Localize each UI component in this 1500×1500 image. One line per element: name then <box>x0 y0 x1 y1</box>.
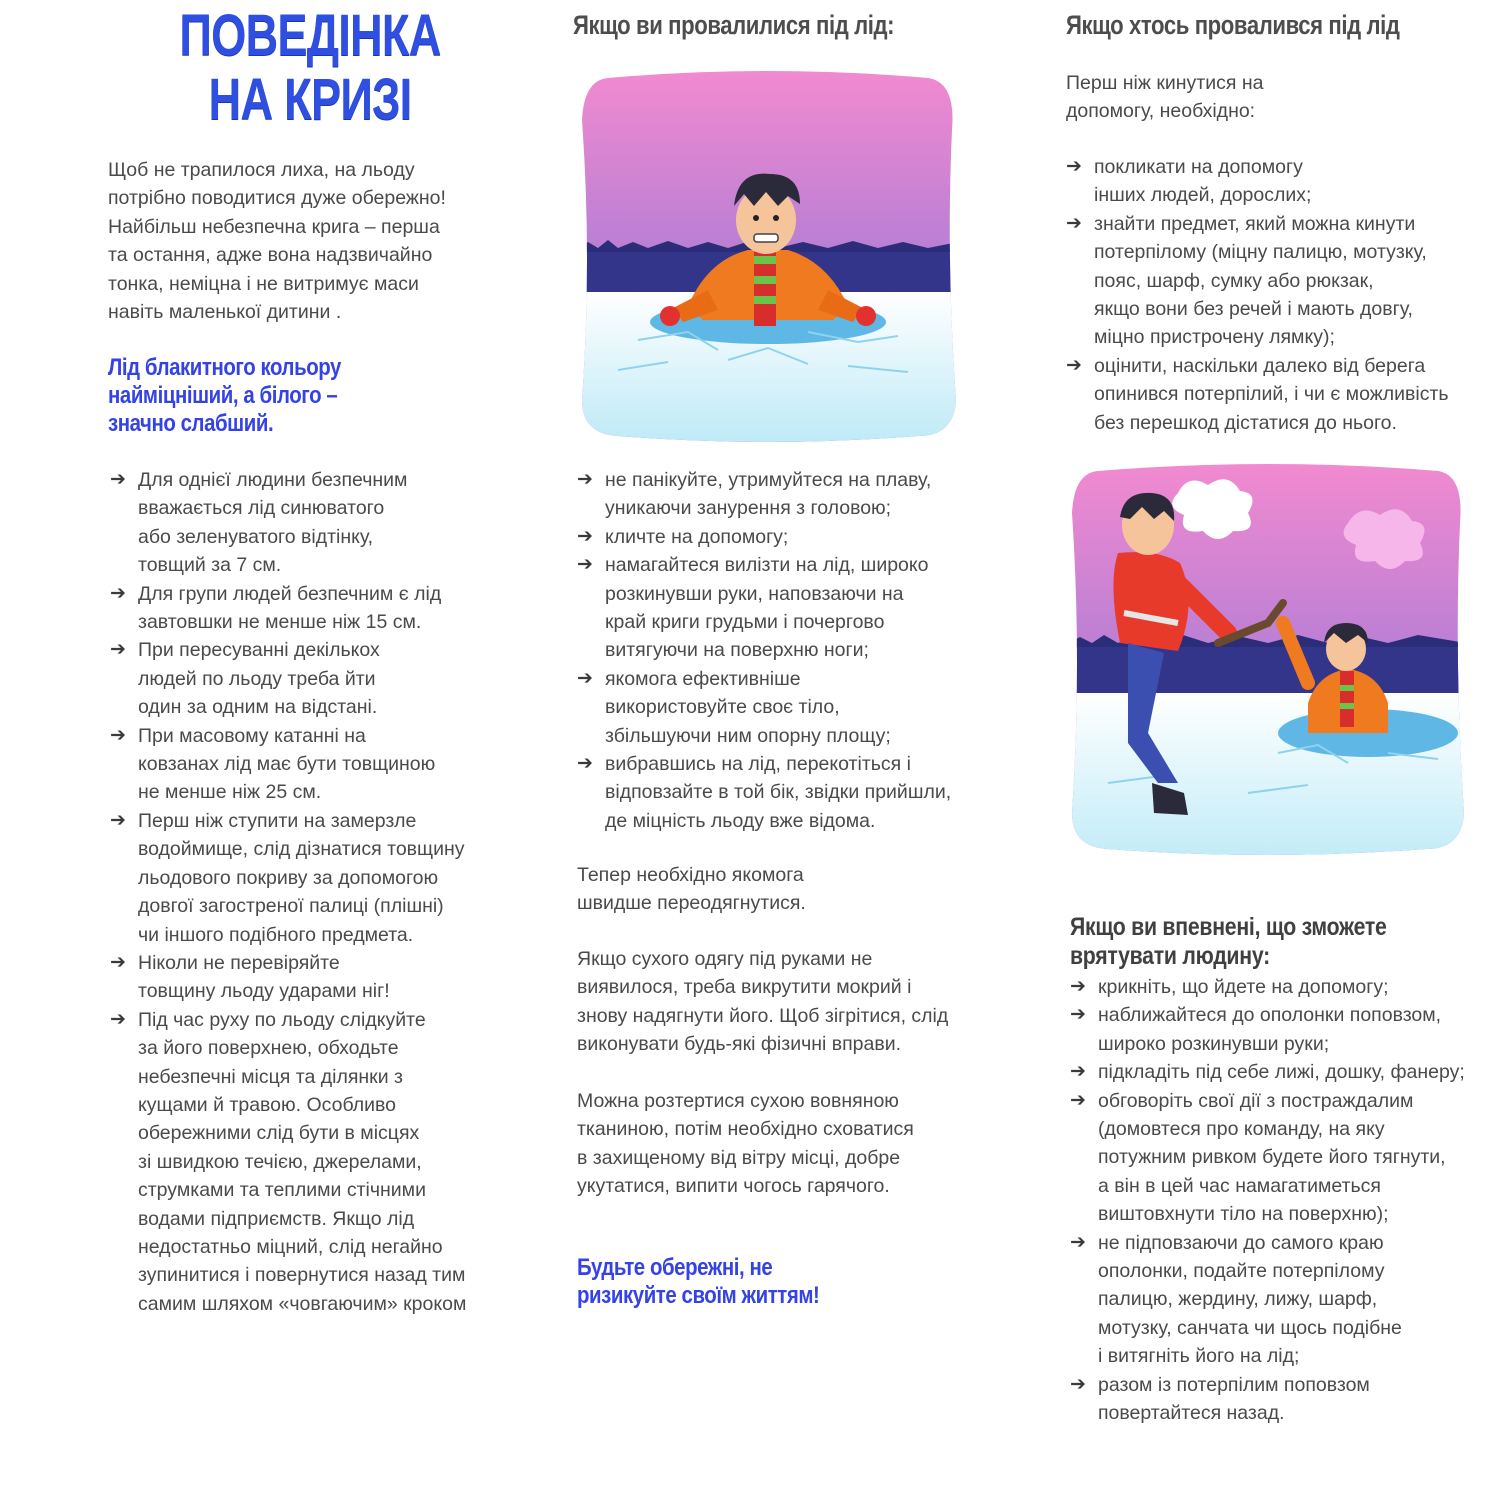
arrow-icon: ➔ <box>110 1008 126 1030</box>
change-clothes-paragraph: Тепер необхідно якомога швидше переодягнутися. <box>577 864 806 915</box>
list-item: ➔ разом із потерпілим поповзом повертайтеся назад. <box>1070 1371 1500 1428</box>
warm-up-paragraph: Можна розтертися сухою вовняною тканиною, потім необхідно сховатися в захищеному від вітру місці, добре укутатися, випити чогось гарячого. <box>577 1090 914 1198</box>
arrow-icon: ➔ <box>1070 1004 1086 1026</box>
list-item: ➔ кличте на допомогу; <box>577 523 1017 551</box>
rescue-steps-list <box>1070 973 1500 1428</box>
list-item: ➔ не панікуйте, утримуйтеся на плаву, уникаючи занурення з головою; <box>577 466 1017 523</box>
fell-through-ice-heading: Якщо ви провалилися під лід: <box>573 10 895 40</box>
self-rescue-list <box>577 466 1017 835</box>
fallen-through-ice-illustration <box>578 70 958 442</box>
list-item: ➔ крикніть, що йдете на допомогу; <box>1070 973 1500 1001</box>
title-line-2: НА КРИЗІ <box>208 67 412 132</box>
rescue-illustration <box>1068 463 1466 855</box>
arrow-icon: ➔ <box>1070 1231 1086 1253</box>
list-item: ➔ Перш ніж ступити на замерзле водоймище, слід дізнатися товщину льодового покриву за допомогою довгої загостреної палиці (плішні) чи іншого подібного предмета. <box>110 807 520 949</box>
list-item: ➔ При пересуванні декількох людей по льоду треба йти один за одним на відстані. <box>110 636 520 721</box>
before-helping-list <box>1066 153 1496 437</box>
list-item: ➔ покликати на допомогу інших людей, дорослих; <box>1066 153 1496 210</box>
arrow-icon: ➔ <box>1070 1089 1086 1111</box>
someone-fell-heading: Якщо хтось провалився під лід <box>1066 10 1400 40</box>
arrow-icon: ➔ <box>1070 976 1086 997</box>
arrow-icon: ➔ <box>577 525 593 547</box>
arrow-icon: ➔ <box>1070 1061 1086 1083</box>
list-item: ➔ намагайтеся вилізти на лід, широко розкинувши руки, наповзаючи на край криги грудьми і почергово витягуючи на поверхню ноги; <box>577 551 1017 665</box>
list-item: ➔ Під час руху по льоду слідкуйте за його поверхнею, обходьте небезпечні місця та ділянки з кущами й травою. Особливо обережними слід бути в місцях зі швидкою течією, джерелами, струмками та теплими стічними водами підприємств. Якщо лід недостатньо міцний, слід негайно зупинитися і повернутися назад тим самим шляхом «човгаючим» кроком <box>110 1006 520 1318</box>
arrow-icon: ➔ <box>577 469 593 490</box>
title-line-1: ПОВЕДІНКА <box>179 3 441 68</box>
safety-rules-list <box>110 466 520 1318</box>
ice-color-highlight: Лід блакитного кольору найміцніший, а білого – значно слабший. <box>108 354 341 437</box>
arrow-icon: ➔ <box>577 554 593 576</box>
list-item: ➔ підкладіть під себе лижі, дошку, фанеру; <box>1070 1058 1500 1086</box>
arrow-icon: ➔ <box>110 639 126 661</box>
list-item: ➔ При масовому катанні на ковзанах лід має бути товщиною не менше ніж 25 см. <box>110 722 520 807</box>
list-item: ➔ вибравшись на лід, перекотіться і відповзайте в той бік, звідки прийшли, де міцність льоду вже відома. <box>577 750 1017 835</box>
list-item: ➔ Для групи людей безпечним є лід завтовшки не менше ніж 15 см. <box>110 580 520 637</box>
page-title <box>162 4 458 132</box>
arrow-icon: ➔ <box>110 469 126 490</box>
list-item: ➔ оцінити, наскільки далеко від берега опинився потерпілий, і чи є можливість без перешкод дістатися до нього. <box>1066 352 1496 437</box>
list-item: ➔ знайти предмет, який можна кинути потерпілому (міцну палицю, мотузку, пояс, шарф, сумку або рюкзак, якщо вони без речей і мають довгу, міцно пристрочену лямку); <box>1066 210 1496 352</box>
arrow-icon: ➔ <box>1070 1373 1086 1395</box>
arrow-icon: ➔ <box>1066 212 1082 234</box>
list-item: ➔ обговоріть свої дії з постраждалим (домовтеся про команду, на яку потужним ривком будете його тягнути, а він в цей час намагатиметься виштовхнути тіло на поверхню); <box>1070 1087 1500 1229</box>
arrow-icon: ➔ <box>577 753 593 775</box>
arrow-icon: ➔ <box>110 951 126 973</box>
intro-paragraph: Щоб не трапилося лиха, на льоду потрібно поводитися дуже обережно! Найбільш небезпечна крига – перша та остання, адже вона надзвичайно тонка, неміцна і не витримує маси навіть маленької дитини . <box>108 159 446 324</box>
arrow-icon: ➔ <box>110 724 126 746</box>
arrow-icon: ➔ <box>1066 354 1082 376</box>
wet-clothes-paragraph: Якщо сухого одягу під руками не виявилося, треба викрутити мокрий і знову надягнути його. Щоб зігрітися, слід виконувати будь-які фізичні вправи. <box>577 948 949 1056</box>
arrow-icon: ➔ <box>110 582 126 604</box>
before-helping-intro: Перш ніж кинутися на допомогу, необхідно: <box>1066 72 1264 123</box>
warning-text: Будьте обережні, не ризикуйте своїм життям! <box>577 1254 820 1309</box>
rescue-heading: Якщо ви впевнені, що зможете врятувати людину: <box>1070 913 1387 970</box>
list-item: ➔ якомога ефективніше використовуйте своє тіло, збільшуючи ним опорну площу; <box>577 665 1017 750</box>
arrow-icon: ➔ <box>577 667 593 689</box>
list-item: ➔ не підповзаючи до самого краю ополонки, подайте потерпілому палицю, жердину, лижу, шарф, мотузку, санчата чи щось подібне і витягніть його на лід; <box>1070 1229 1500 1371</box>
arrow-icon: ➔ <box>110 809 126 831</box>
arrow-icon: ➔ <box>1066 156 1082 177</box>
list-item: ➔ Для однієї людини безпечним вважається лід синюватого або зеленуватого відтінку, товщий за 7 см. <box>110 466 520 580</box>
list-item: ➔ наближайтеся до ополонки поповзом, широко розкинувши руки; <box>1070 1001 1500 1058</box>
list-item: ➔ Ніколи не перевіряйте товщину льоду ударами ніг! <box>110 949 520 1006</box>
